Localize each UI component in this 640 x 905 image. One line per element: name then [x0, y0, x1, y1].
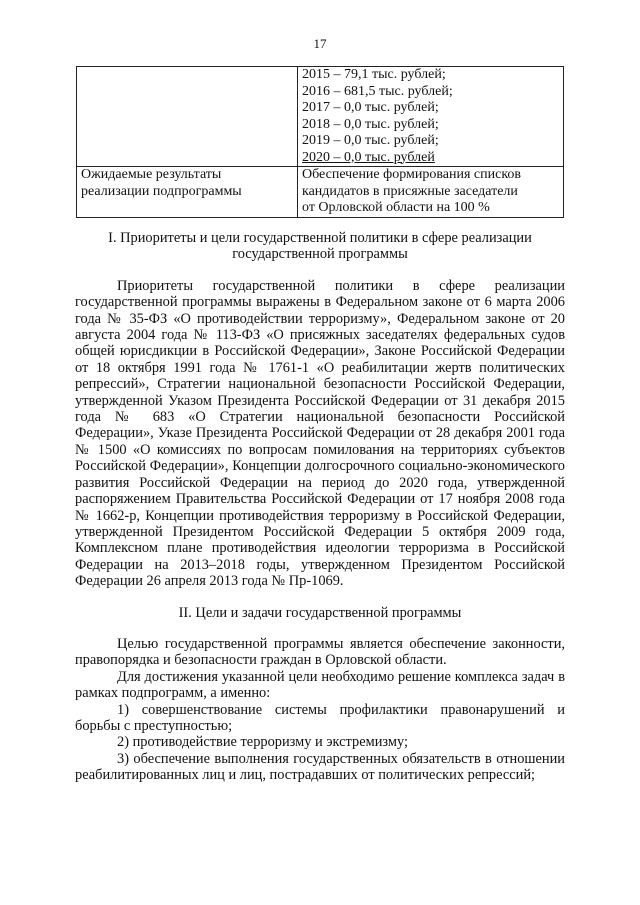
table-row — [77, 67, 564, 167]
section1-paragraph: Приоритеты государственной политики в сфере реализации государственной программы выражены в Федеральном законе от 6 марта 2006 года № 35-ФЗ «О противодействии терроризму», Федеральном законе от 20 августа 2004 года № 113-ФЗ «О присяжных заседателях федеральных судов общей юрисдикции в Российской Федерации», Законе Российской Федерации от 18 октября 1991 года № 1761-1 «О реабилитации жертв политических репрессий», Стратегии национальной безопасности Российской Федерации, утвержденной Указом Президента Российской Федерации от 31 декабря 2015 года № 683 «О Стратегии национальной безопасности Российской Федерации», Указе Президента Российской Федерации от 28 декабря 2001 года № 1500 «О комиссиях по вопросам помилования на территориях субъектов Российской Федерации», Концепции долгосрочного социально-экономического развития Российской Федерации на период до 2020 года, утвержденной распоряжением Правительства Российской Федерации от 17 ноября 2008 года № 1662-р, Концепции противодействия терроризму в Российской Федерации, утвержденной Президентом Российской Федерации 5 октября 2009 года, Комплексном плане противодействия идеологии терроризма в Российской Федерации на 2013–2018 годы, утвержденном Президентом Российской Федерации 26 апреля 2013 года № Пр-1069. — [75, 277, 565, 590]
page-number: 17 — [313, 36, 327, 51]
funding-line: 2017 – 0,0 тыс. рублей; — [302, 100, 439, 115]
result-line: кандидатов в присяжные заседатели — [302, 183, 518, 199]
subprogram-passport-table — [76, 66, 564, 218]
section2-paragraph: Для достижения указанной цели необходимо решение комплекса задач в рамках подпрограмм, а именно: — [75, 668, 565, 702]
section2-list-item: 3) обеспечение выполнения государственных обязательств в отношении реабилитированных лиц и лиц, пострадавших от политических репрессий; — [75, 750, 565, 784]
funding-line: 2020 – 0,0 тыс. рублей — [302, 149, 435, 165]
section1-heading-line2: государственной программы — [232, 246, 408, 263]
label-line: реализации подпрограммы — [81, 183, 242, 199]
table-cell-label — [77, 67, 298, 167]
label-line: Ожидаемые результаты — [81, 167, 222, 182]
section2-list-item: 1) совершенствование системы профилактики правонарушений и борьбы с преступностью; — [75, 701, 565, 734]
result-line: Обеспечение формирования списков — [302, 167, 522, 182]
table-cell-values — [298, 67, 564, 167]
result-line: от Орловской области на 100 % — [302, 200, 490, 215]
section2-list-item: 2) противодействие терроризму и экстремизму; — [117, 734, 409, 751]
section1-heading-line1: I. Приоритеты и цели государственной политики в сфере реализации — [108, 230, 532, 246]
section2-heading: II. Цели и задачи государственной программы — [178, 604, 462, 621]
section2-paragraph: Целью государственной программы является обеспечение законности, правопорядка и безопасности граждан в Орловской области. — [75, 635, 565, 669]
funding-line: 2019 – 0,0 тыс. рублей; — [302, 133, 439, 148]
funding-line: 2018 – 0,0 тыс. рублей; — [302, 116, 439, 132]
table-cell-values — [298, 167, 564, 218]
document-body — [75, 230, 565, 784]
funding-line: 2016 – 681,5 тыс. рублей; — [302, 83, 453, 99]
table-row — [77, 167, 564, 218]
table-cell-label — [77, 167, 298, 218]
funding-line: 2015 – 79,1 тыс. рублей; — [302, 67, 446, 82]
